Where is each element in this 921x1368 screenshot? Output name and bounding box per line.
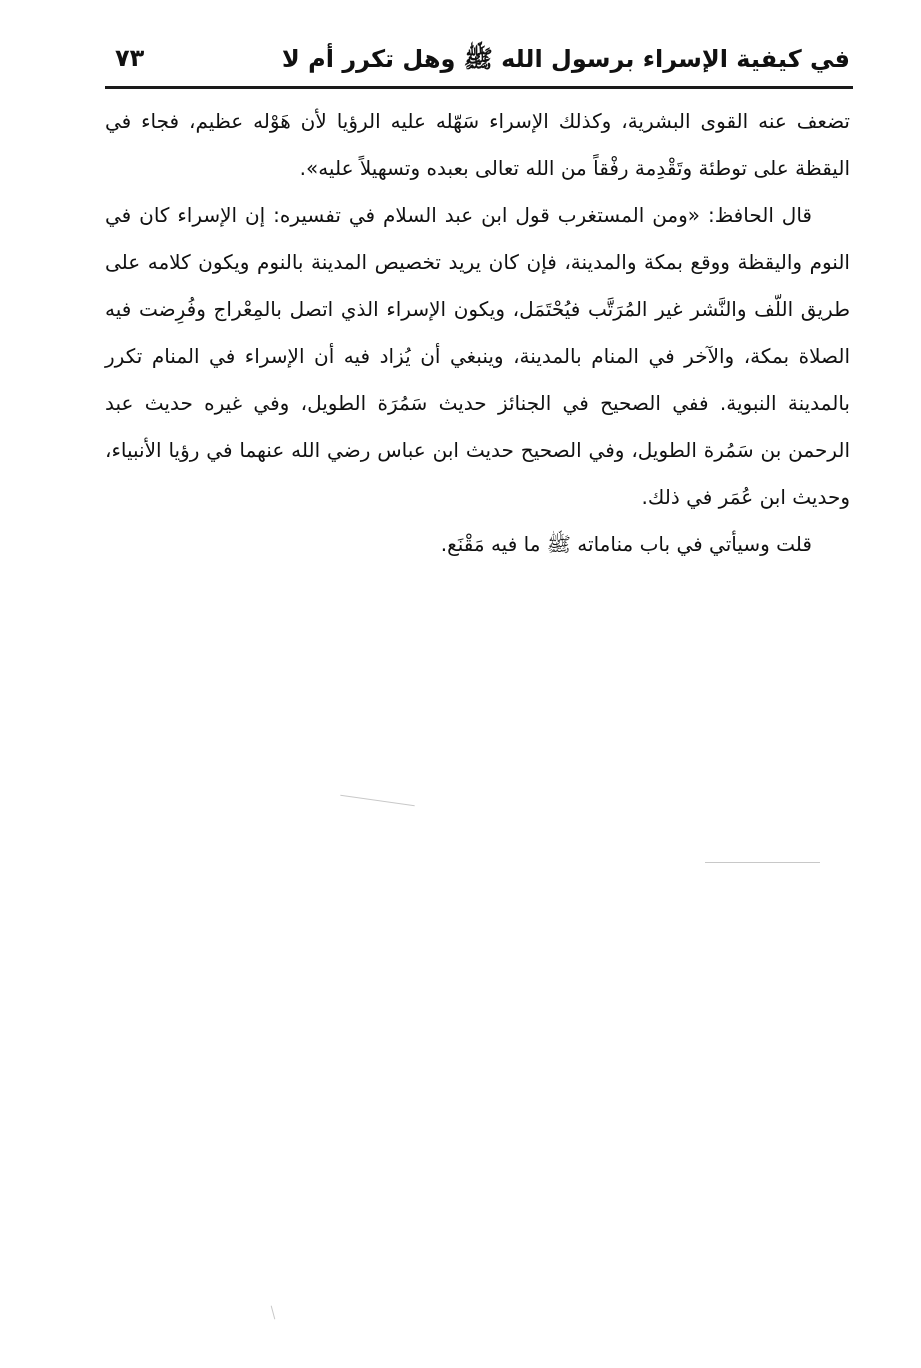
paragraph-3: قلت وسيأتي في باب مناماته ﷺ ما فيه مَقْنَع. [440, 532, 812, 556]
header-title: في كيفية الإسراء برسول الله ﷺ وهل تكرر أم لا [281, 45, 850, 73]
header-rule [105, 86, 853, 89]
page-number: ٧٣ [115, 44, 145, 72]
scan-mark [271, 1306, 276, 1320]
scan-mark [340, 795, 414, 806]
running-header [105, 36, 850, 84]
paragraph-2: قال الحافظ: «ومن المستغرب قول ابن عبد السلام في تفسيره: إن الإسراء كان في النوم واليقظة ووقع بمكة والمدينة، فإن كان يريد تخصيص المدينة بالنوم ويكون كلامه على طريق اللّف والنَّشر غير المُرَتَّب فيُحْتَمَل، ويكون الإسراء الذي اتصل بالمِعْراج وفُرِضت فيه الصلاة بمكة، والآخر في المنام بالمدينة، وينبغي أن يُزاد فيه أن الإسراء في المنام تكرر بالمدينة النبوية. ففي الصحيح في الجنائز حديث سَمُرَة الطويل، وفي غيره حديث عبد الرحمن بن سَمُرة الطويل، وفي الصحيح حديث ابن عباس رضي الله عنهما في رؤيا الأنبياء، وحديث ابن عُمَر في ذلك. [105, 203, 850, 509]
paragraph-1: تضعف عنه القوى البشرية، وكذلك الإسراء سَهّله عليه الرؤيا لأن هَوْله عظيم، فجاء في اليقظة على توطئة وتَقْدِمة رفْقاً من الله تعالى بعبده وتسهيلاً عليه». [105, 109, 850, 180]
body-text [105, 98, 850, 568]
scan-mark [705, 862, 820, 863]
